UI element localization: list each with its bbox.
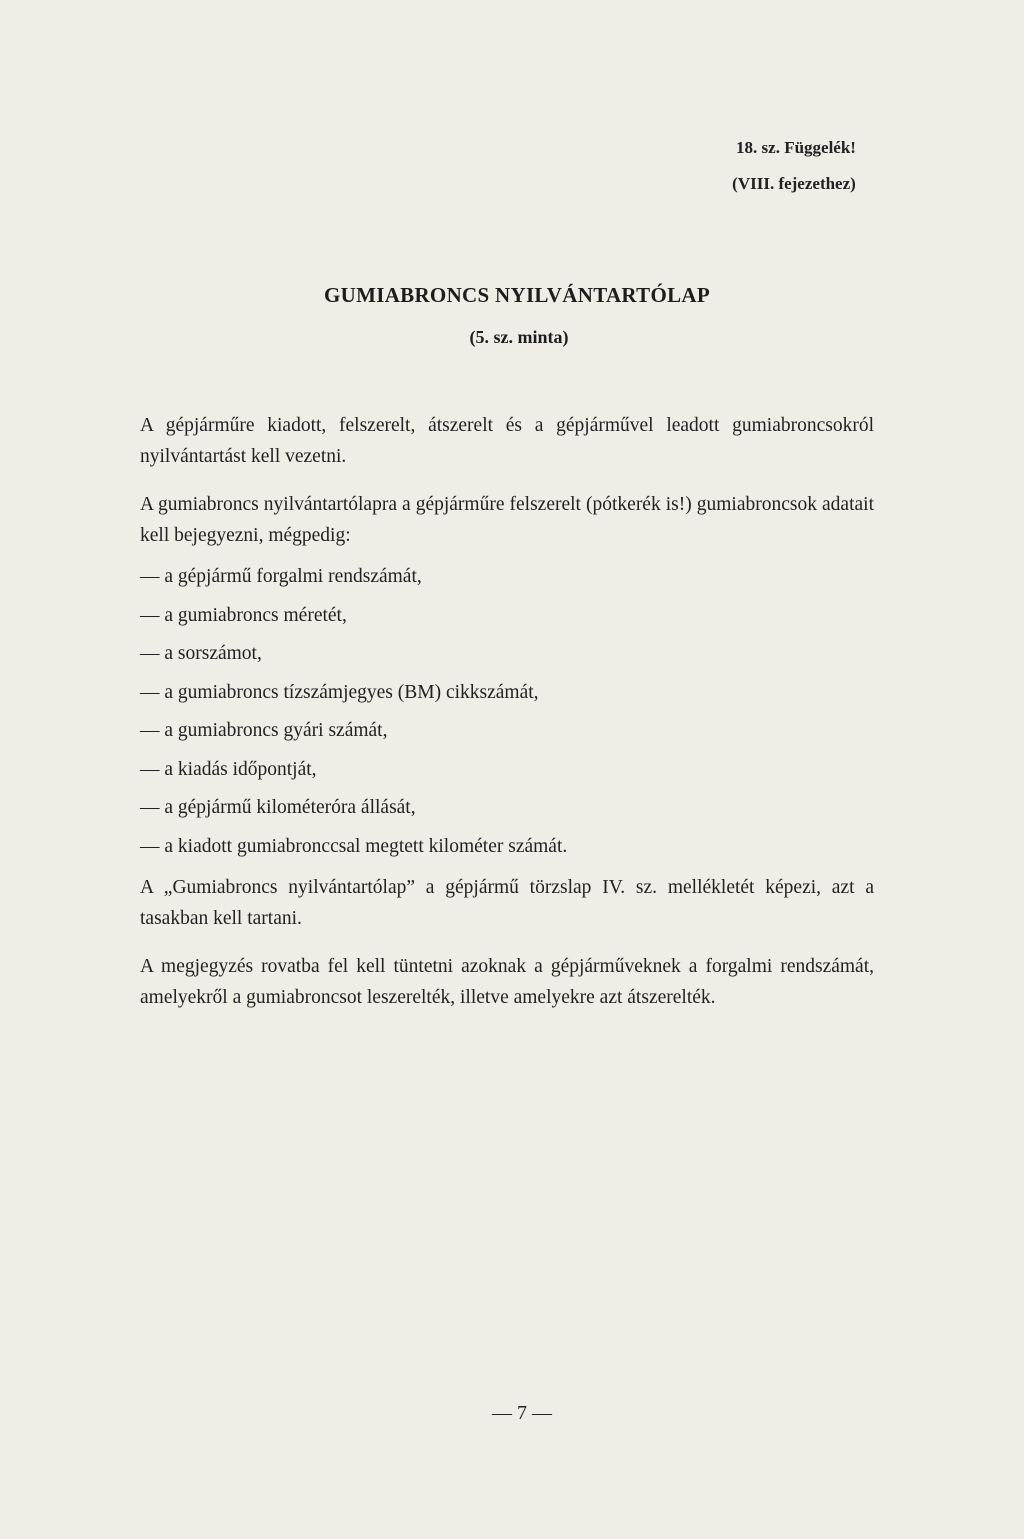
list-item: — a gumiabroncs gyári számát,: [140, 720, 388, 741]
paragraph-remark: A megjegyzés rovatba fel kell tüntetni azoknak a gépjárműveknek a forgalmi rendszámát, amelyekről a gumiabroncsot leszerelték, illetve amelyekre azt átszerelték.: [140, 956, 874, 1008]
document-subtitle: (5. sz. minta): [469, 327, 569, 347]
paragraph-attachment: A „Gumiabroncs nyilvántartólap” a gépjármű törzslap IV. sz. mellékletét képezi, azt a tasakban kell tartani.: [140, 877, 874, 929]
list-item: — a kiadott gumiabronccsal megtett kilométer számát.: [140, 835, 568, 857]
paragraph-instruction: A gumiabroncs nyilvántartólapra a gépjárműre felszerelt (pótkerék is!) gumiabroncsok adatait kell bejegyezni, mégpedig:: [140, 494, 874, 546]
list-item: — a gumiabroncs méretét,: [140, 604, 347, 626]
appendix-number: 18. sz. Függelék!: [736, 138, 856, 157]
document-title: GUMIABRONCS NYILVÁNTARTÓLAP: [324, 283, 710, 307]
required-data-list: [140, 558, 874, 866]
list-item: — a gépjármű kilométeróra állását,: [140, 797, 416, 818]
list-item: — a gépjármű forgalmi rendszámát,: [140, 566, 422, 587]
list-item: — a kiadás időpontját,: [140, 758, 317, 780]
appendix-chapter: (VIII. fejezethez): [732, 174, 856, 193]
document-body: [140, 410, 874, 1013]
appendix-reference: [694, 130, 894, 202]
list-item: — a gumiabroncs tízszámjegyes (BM) cikkszámát,: [140, 681, 539, 703]
list-item: — a sorszámot,: [140, 643, 262, 664]
paragraph-intro: A gépjárműre kiadott, felszerelt, átszerelt és a gépjárművel leadott gumiabroncsokról nyilvántartást kell vezetni.: [140, 415, 874, 467]
page-number: — 7 —: [492, 1402, 552, 1424]
